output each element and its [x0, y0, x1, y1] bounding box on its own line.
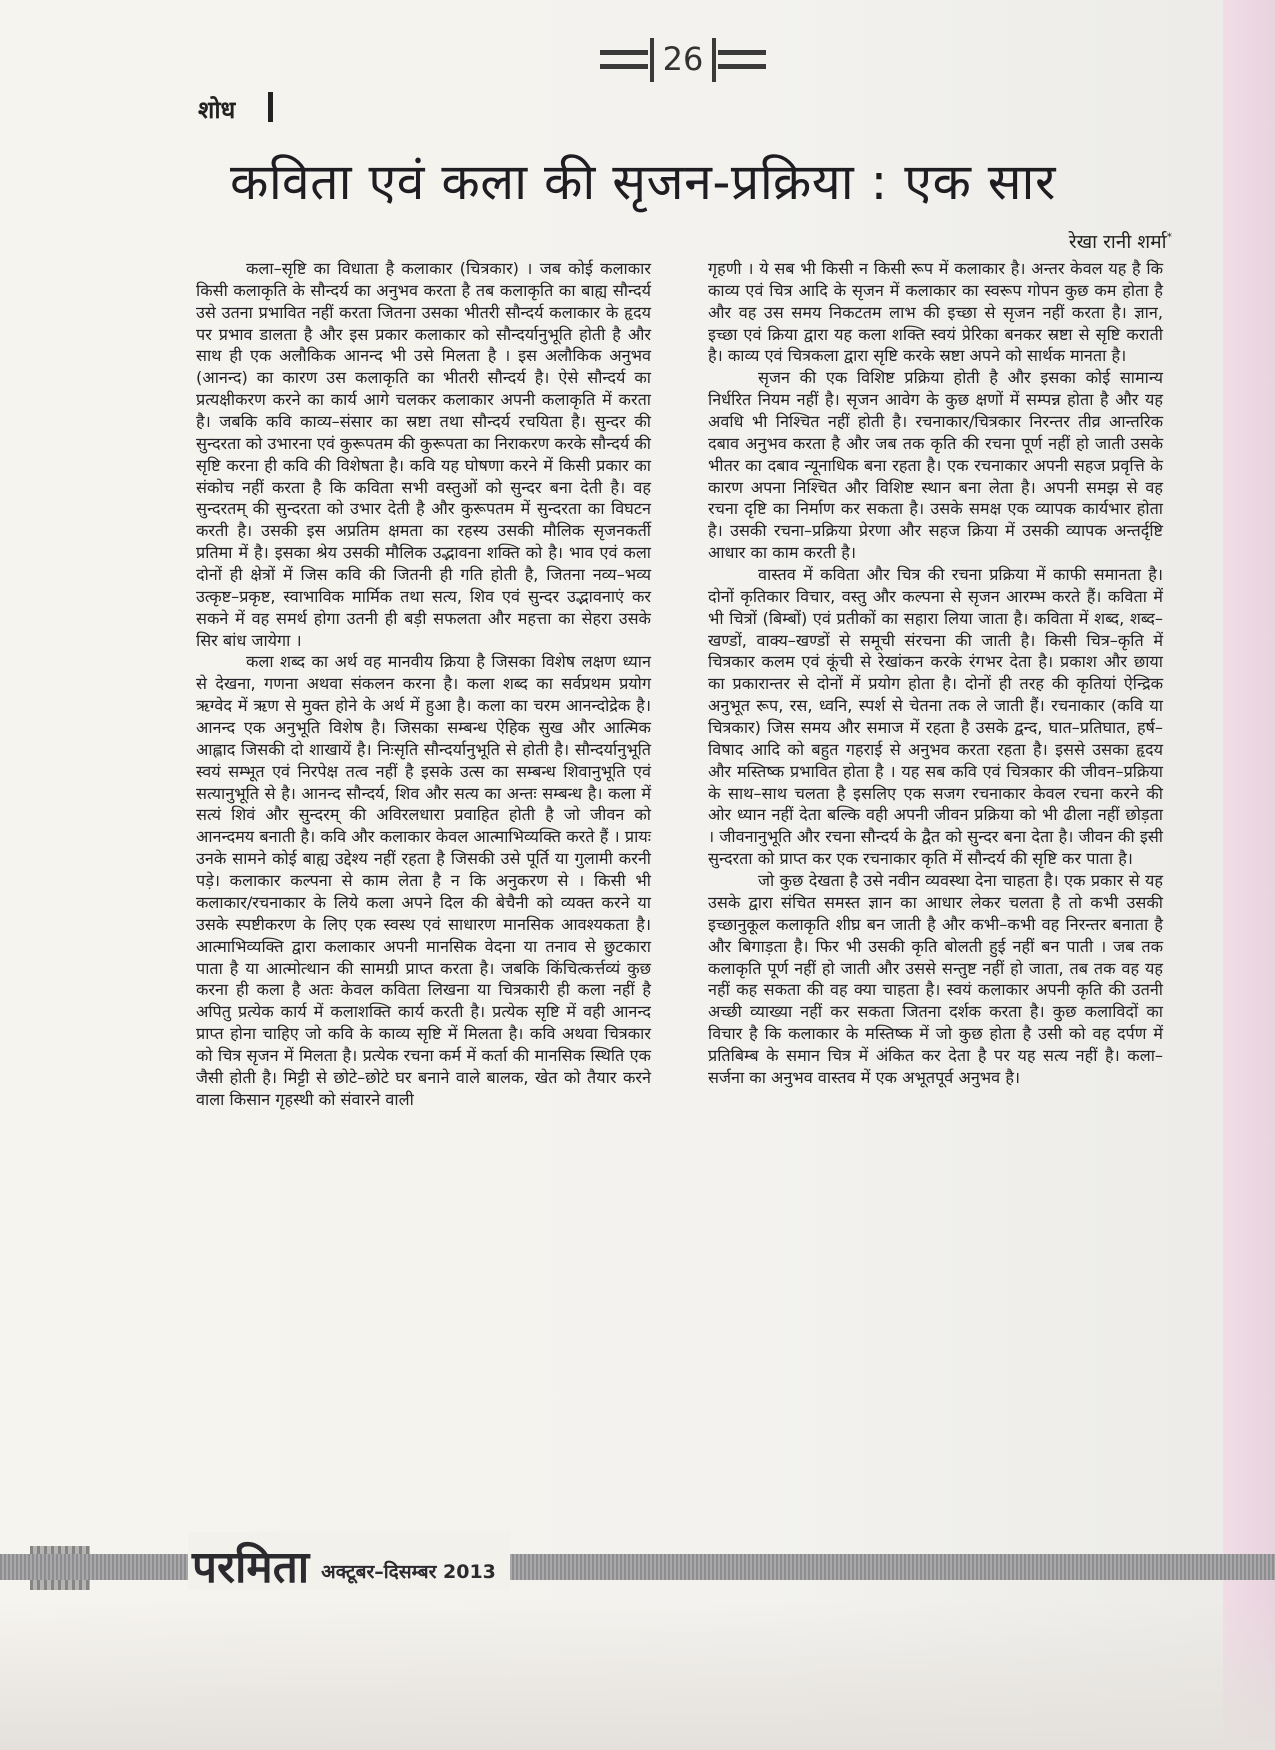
page-number-ornament [600, 36, 770, 86]
page-number: 26 [662, 40, 704, 78]
paragraph: जो कुछ देखता है उसे नवीन व्यवस्था देना चाहता है। एक प्रकार से यह उसके द्वारा संचित समस्त ज्ञान का आधार लेकर चलता है तो कभी उसकी इच्छानुकूल कलाकृति शीघ्र बन जाती है और कभी–कभी वह निरन्तर बनाता है और बिगाड़ता है। फिर भी उसकी कृति बोलती हुई नहीं बन पाती । जब तक कलाकृति पूर्ण नहीं हो जाती और उससे सन्तुष्ट नहीं हो जाता, तब तक वह यह नहीं कह सकता की वह क्या चाहता है। स्वयं कलाकार अपनी कृति की उतनी अच्छी व्याख्या नहीं कर सकता जितना दर्शक करता है। कुछ कलाविदों का विचार है कि कलाकार के मस्तिष्क में जो कुछ होता है उसी को वह दर्पण में प्रतिबिम्ब के समान चित्र में अंकित कर देता है पर यह सत्य नहीं है। कला–सर्जना का अनुभव वास्तव में एक अभूतपूर्व अनुभव है। [708, 871, 1163, 1087]
author-footnote-mark: * [1166, 230, 1172, 244]
paragraph: वास्तव में कविता और चित्र की रचना प्रक्रिया में काफी समानता है। दोनों कृतिकार विचार, वस्तु और कल्पना से सृजन आरम्भ करते हैं। कविता में भी चित्रों (बिम्बों) एवं प्रतीकों का सहारा लिया जाता है। कविता में शब्द, शब्द–खण्डों, वाक्य–खण्डों से समूची संरचना की जाती है। किसी चित्र–कृति में चित्रकार कलम एवं कूंची से रेखांकन करके रंगभर देता है। प्रकाश और छाया का प्रकारान्तर से दोनों में प्रयोग होता है। दोनों ही तरह की कृतियां ऐन्द्रिक अनुभूत रूप, रस, ध्वनि, स्पर्श से चेतना तक ले जाती हैं। रचनाकार (कवि या चित्रकार) जिस समय और समाज में रहता है उसके द्वन्द, घात–प्रतिघात, हर्ष–विषाद आदि को बहुत गहराई से अनुभव करता रहता है। इससे उसका हृदय और मस्तिष्क प्रभावित होता है । यह सब कवि एवं चित्रकार की जीवन–प्रक्रिया के साथ–साथ चलता है इसलिए एक सजग रचनाकार केवल रचना करने की ओर ध्यान नहीं देता बल्कि वही अपनी जीवन प्रक्रिया को भी ढीला नहीं छोड़ता । जीवनानुभूति और रचना सौन्दर्य के द्वैत को सुन्दर बना देता है। जीवन की इसी सुन्दरता को प्राप्त कर एक रचनाकार कृति में सौन्दर्य की सृष्टि कर पाता है। [708, 565, 1163, 869]
right-column [708, 258, 1163, 1089]
paragraph: गृहणी । ये सब भी किसी न किसी रूप में कलाकार है। अन्तर केवल यह है कि काव्य एवं चित्र आदि के सृजन में कलाकार का स्वरूप गोपन कुछ कम होता है और वह उस समय निकटतम लाभ की इच्छा से सृजन नहीं करता है। ज्ञान, इच्छा एवं क्रिया द्वारा यह कला शक्ति स्वयं प्रेरिका बनकर स्रष्टा से सृष्टि कराती है। काव्य एवं चित्रकला द्वारा सृष्टि करके स्रष्टा अपने को सार्थक मानता है। [708, 259, 1163, 366]
section-divider [268, 92, 273, 122]
ornament-bar [600, 64, 648, 69]
footer [188, 1532, 510, 1593]
magazine-name: परमिता [192, 1542, 310, 1593]
section-label: शोध [198, 95, 236, 124]
ornament-bar [718, 64, 766, 69]
ornament-bar [718, 50, 766, 55]
author-name: रेखा रानी शर्मा [1068, 231, 1167, 253]
ornament-brace [712, 38, 726, 82]
bottom-shadow [0, 1600, 1275, 1750]
page-edge-shadow [1223, 0, 1275, 1750]
issue-date: अक्टूबर–दिसम्बर 2013 [321, 1561, 496, 1583]
article-title: कविता एवं कला की सृजन-प्रक्रिया : एक सार [230, 153, 1056, 211]
paragraph: कला–सृष्टि का विधाता है कलाकार (चित्रकार) । जब कोई कलाकार किसी कलाकृति के सौन्दर्य का अनुभव करता है तब कलाकृति का बाह्य सौन्दर्य उसे उतना प्रभावित नहीं करता जितना उसका भीतरी सौन्दर्य कलाकार के हृदय पर प्रभाव डालता है और इस प्रकार कलाकार को सौन्दर्यानुभूति होती है और साथ ही एक अलौकिक आनन्द भी उसे मिलता है । इस अलौकिक अनुभव (आनन्द) का कारण उस कलाकृति का भीतरी सौन्दर्य है। ऐसे सौन्दर्य का प्रत्यक्षीकरण करने का कार्य आगे चलकर कलाकार अपनी कलाकृति में करता है। जबकि कवि काव्य–संसार का स्रष्टा तथा सौन्दर्य रचयिता है। सुन्दर की सुन्दरता को उभारना एवं कुरूपतम की कुरूपता का निराकरण करके सौन्दर्य की सृष्टि करना ही कवि की विशेषता है। कवि यह घोषणा करने में किसी प्रकार का संकोच नहीं करता है कि कविता सभी वस्तुओं को सुन्दर बना देती है। वह सुन्दरतम् की सुन्दरता को उभार देती है और कुरूपतम में सुन्दरता का विघटन करती है। उसकी इस अप्रतिम क्षमता का रहस्य उसकी मौलिक सृजनकर्ती प्रतिमा में है। इसका श्रेय उसकी मौलिक उद्भावना शक्ति को है। भाव एवं कला दोनों ही क्षेत्रों में जिस कवि की जितनी ही गति होती है, जितना नव्य–भव्य उत्कृष्ट–प्रकृष्ट, स्वाभाविक मार्मिक तथा सत्य, शिव एवं सुन्दर उद्भावनाएं कर सकने में वह समर्थ होगा उतनी ही बड़ी सफलता और महत्ता का सेहरा उसके सिर बांध जायेगा । [196, 259, 651, 650]
author-byline [900, 228, 1172, 254]
left-column [196, 258, 651, 1111]
ornament-bar [600, 50, 648, 55]
paragraph: कला शब्द का अर्थ वह मानवीय क्रिया है जिसका विशेष लक्षण ध्यान से देखना, गणना अथवा संकलन करना है। कला शब्द का सर्वप्रथम प्रयोग ऋग्वेद में ऋण से मुक्त होने के अर्थ में हुआ है। कला का चरम आनन्दोद्रेक है। आनन्द एक अनुभूति विशेष है। जिसका सम्बन्ध ऐहिक सुख और आत्मिक आह्लाद जिसकी दो शाखायें है। निःसृति सौन्दर्यानुभूति से होती है। सौन्दर्यानुभूति स्वयं सम्भूत एवं निरपेक्ष तत्व नहीं है इसके उत्स का सम्बन्ध शिवानुभूति एवं सत्यानुभूति से है। आनन्द सौन्दर्य, शिव और सत्य का अन्तः सम्बन्ध है। कला में सत्यं शिवं और सुन्दरम् की अविरलधारा प्रवाहित होती है जो जीवन को आनन्दमय बनाती है। कवि और कलाकार केवल आत्माभिव्यक्ति करते हैं । प्रायः उनके सामने कोई बाह्य उद्देश्य नहीं रहता है जिसकी उसे पूर्ति या गुलामी करनी पड़े। कलाकार कल्पना से काम लेता है न कि अनुकरण से । किसी भी कलाकार/रचनाकार के लिये कला अपने दिल की बेचैनी को व्यक्त करने या उसके स्पष्टीकरण के लिए एक स्वस्थ एवं साधारण मानसिक आवश्यकता है। आत्माभिव्यक्ति द्वारा कलाकार अपनी मानसिक वेदना या तनाव से छुटकारा पाता है या आत्मोत्थान की सामग्री प्राप्त करता है। जबकि किंचित्कर्त्तव्यं कुछ करना ही कला है अतः केवल कविता लिखना या चित्रकारी ही कला नहीं है अपितु प्रत्येक कार्य में कलाशक्ति कार्य करती है। प्रत्येक सृष्टि में वही आनन्द प्राप्त होना चाहिए जो कवि के काव्य सृष्टि में मिलता है। कवि अथवा चित्रकार को चित्र सृजन में मिलता है। प्रत्येक रचना कर्म में कर्ता की मानसिक स्थिति एक जैसी होती है। मिट्टी से छोटे–छोटे घर बनाने वाले बालक, खेत को तैयार करने वाला किसान गृहस्थी को संवारने वाली [196, 652, 651, 1109]
paragraph: सृजन की एक विशिष्ट प्रक्रिया होती है और इसका कोई सामान्य निर्धरित नियम नहीं है। सृजन आवेग के कुछ क्षणों में सम्पन्न होता है और यह अवधि भी निश्चित नहीं होती है। रचनाकार/चित्रकार निरन्तर तीव्र आन्तरिक दबाव अनुभव करता है और जब तक कृति की रचना पूर्ण नहीं हो जाती उसके भीतर का दबाव न्यूनाधिक बना रहता है। एक रचनाकार अपनी सहज प्रवृत्ति के कारण अपना निश्चित और विशिष्ट स्थान बना लेता है। अपनी समझ से वह रचना दृष्टि का निर्माण कर सकता है। उसके समक्ष एक व्यापक कार्यभार होता है। उसकी रचना–प्रक्रिया प्रेरणा और सहज क्रिया में उसकी व्यापक अन्तर्दृष्टि आधार का काम करती है। [708, 368, 1163, 563]
